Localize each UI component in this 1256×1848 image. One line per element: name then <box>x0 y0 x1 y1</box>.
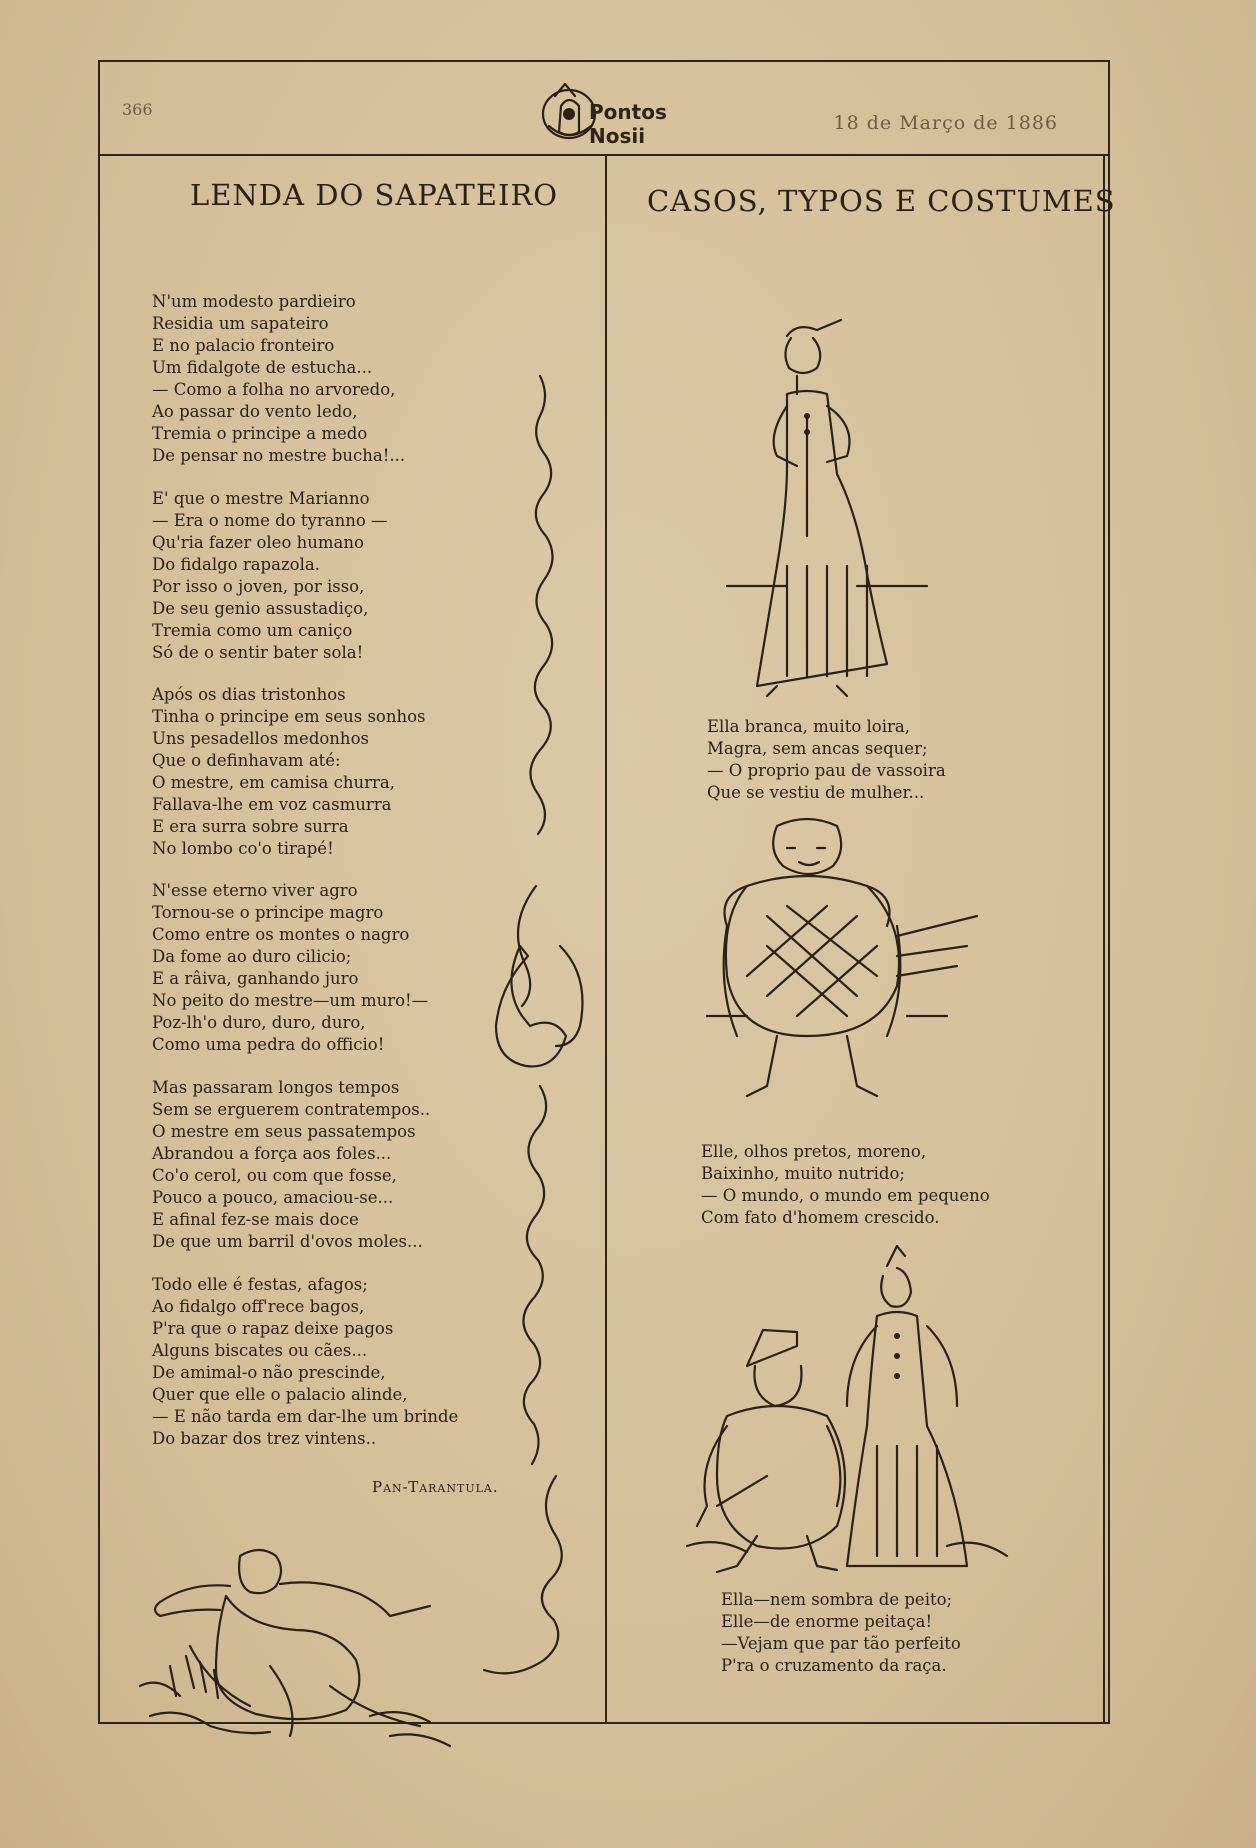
verse-line: Tornou-se o principe magro <box>152 903 384 922</box>
verse-line: — Como a folha no arvoredo, <box>152 380 396 399</box>
verse-line: No lombo co'o tirapé! <box>152 839 334 858</box>
verse-line: Como uma pedra do officio! <box>152 1035 385 1054</box>
caption-line: P'ra o cruzamento da raça. <box>721 1656 947 1675</box>
couple-illustration <box>687 1246 1007 1576</box>
verse-line: E a râiva, ganhando juro <box>152 969 359 988</box>
poem-title: LENDA DO SAPATEIRO <box>190 178 559 212</box>
caption-line: Magra, sem ancas sequer; <box>707 739 928 758</box>
shoemaker-hammering-illustration <box>130 1536 460 1756</box>
verse-line: O mestre em seus passatempos <box>152 1122 416 1141</box>
stanza-3 <box>152 684 426 860</box>
verse-line: Abrandou a força aos foles... <box>152 1144 392 1163</box>
verse-line: — Era o nome do tyranno — <box>152 511 388 530</box>
verse-line: Quer que elle o palacio alinde, <box>152 1385 408 1404</box>
verse-line: Todo elle é festas, afagos; <box>152 1275 368 1294</box>
verse-line: Sem se erguerem contratempos.. <box>152 1100 431 1119</box>
stanza-1 <box>152 291 405 467</box>
left-column <box>100 156 605 1722</box>
caption-line: —Vejam que par tão perfeito <box>721 1634 961 1653</box>
verse-line: O mestre, em camisa churra, <box>152 773 395 792</box>
verse-line: De pensar no mestre bucha!... <box>152 446 406 465</box>
verse-line: Uns pesadellos medonhos <box>152 729 369 748</box>
verse-line: De que um barril d'ovos moles... <box>152 1232 423 1251</box>
author-signature: Pan-Tarantula. <box>372 1478 499 1496</box>
right-column <box>607 156 1116 1722</box>
verse-line: N'um modesto pardieiro <box>152 292 356 311</box>
page-header <box>100 62 1108 156</box>
stanza-2 <box>152 488 388 664</box>
page-number: 366 <box>122 100 153 119</box>
verse-line: E no palacio fronteiro <box>152 336 335 355</box>
stanza-5 <box>152 1077 430 1253</box>
caption-line: — O mundo, o mundo em pequeno <box>701 1186 990 1205</box>
verse-line: Mas passaram longos tempos <box>152 1078 400 1097</box>
verse-line: Pouco a pouco, amaciou-se... <box>152 1188 394 1207</box>
verse-line: Fallava-lhe em voz casmurra <box>152 795 392 814</box>
verse-line: Que o definhavam até: <box>152 751 341 770</box>
right-column-border <box>1103 156 1105 1722</box>
caption-woman <box>707 716 946 804</box>
hanging-shoe-string-illustration <box>500 366 600 1666</box>
verse-line: Da fome ao duro cilicio; <box>152 947 352 966</box>
caption-line: Elle—de enorme peitaça! <box>721 1612 933 1631</box>
verse-line: Ao passar do vento ledo, <box>152 402 358 421</box>
caption-line: Ella—nem sombra de peito; <box>721 1590 953 1609</box>
verse-line: Só de o sentir bater sola! <box>152 643 364 662</box>
caption-man <box>701 1141 990 1229</box>
caption-line: Elle, olhos pretos, moreno, <box>701 1142 927 1161</box>
verse-line: Qu'ria fazer oleo humano <box>152 533 364 552</box>
verse-line: Tremia como um caniço <box>152 621 353 640</box>
caption-couple <box>721 1589 961 1677</box>
stanza-6 <box>152 1274 458 1450</box>
caption-line: Baixinho, muito nutrido; <box>701 1164 905 1183</box>
verse-line: Poz-lh'o duro, duro, duro, <box>152 1013 366 1032</box>
verse-line: Um fidalgote de estucha... <box>152 358 373 377</box>
verse-line: De amimal-o não prescinde, <box>152 1363 386 1382</box>
verse-line: Ao fidalgo off'rece bagos, <box>152 1297 365 1316</box>
page-frame <box>98 60 1116 1724</box>
verse-line: E afinal fez-se mais doce <box>152 1210 359 1229</box>
verse-line: Residia um sapateiro <box>152 314 329 333</box>
stanza-4 <box>152 880 428 1056</box>
verse-line: Co'o cerol, ou com que fosse, <box>152 1166 397 1185</box>
verse-line: Como entre os montes o nagro <box>152 925 410 944</box>
verse-line: De seu genio assustadiço, <box>152 599 369 618</box>
thin-woman-illustration <box>727 316 927 696</box>
verse-line: N'esse eterno viver agro <box>152 881 358 900</box>
verse-line: No peito do mestre—um muro!— <box>152 991 429 1010</box>
verse-line: E' que o mestre Marianno <box>152 489 370 508</box>
caption-line: Com fato d'homem crescido. <box>701 1208 940 1227</box>
verse-line: Alguns biscates ou cães... <box>152 1341 368 1360</box>
verse-line: Tremia o principe a medo <box>152 424 368 443</box>
verse-line: — E não tarda em dar-lhe um brinde <box>152 1407 459 1426</box>
fat-man-illustration <box>707 816 987 1106</box>
verse-line: Por isso o joven, por isso, <box>152 577 365 596</box>
verse-line: Tinha o principe em seus sonhos <box>152 707 426 726</box>
verse-line: Do fidalgo rapazola. <box>152 555 320 574</box>
section-title: CASOS, TYPOS E COSTUMES <box>647 184 1116 218</box>
caption-line: — O proprio pau de vassoira <box>707 761 946 780</box>
verse-line: P'ra que o rapaz deixe pagos <box>152 1319 394 1338</box>
masthead-logo <box>535 76 685 148</box>
masthead-title: Pontos Nosii <box>589 100 667 148</box>
issue-date: 18 de Março de 1886 <box>833 112 1058 134</box>
caption-line: Que se vestiu de mulher... <box>707 783 925 802</box>
caption-line: Ella branca, muito loira, <box>707 717 910 736</box>
verse-line: Do bazar dos trez vintens.. <box>152 1429 377 1448</box>
verse-line: E era surra sobre surra <box>152 817 349 836</box>
verse-line: Após os dias tristonhos <box>152 685 346 704</box>
